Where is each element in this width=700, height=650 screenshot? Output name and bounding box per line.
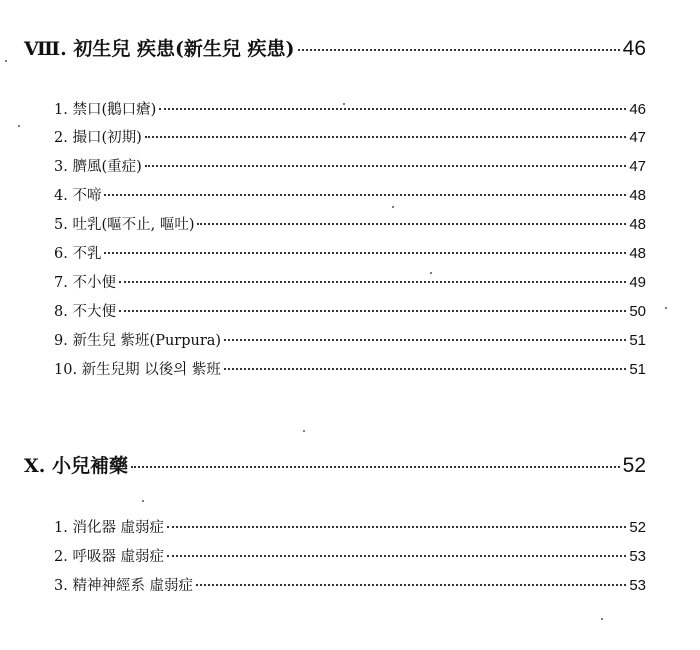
chapter-page-number: 52 [622,454,646,477]
entry-title: 3. 臍風(重症) [54,159,142,175]
dot-leader [224,368,626,370]
toc-entry [54,516,646,537]
entry-page-number: 47 [629,158,646,175]
entry-title: 5. 吐乳(嘔不止, 嘔吐) [54,217,195,233]
scan-speck [142,500,144,502]
toc-entry [54,300,646,321]
dot-leader [145,165,627,167]
toc-entry [54,358,646,379]
entry-title: 2. 撮口(初期) [54,130,142,146]
dot-leader [159,108,626,110]
entry-page-number: 47 [629,129,646,146]
entry-title: 1. 禁口(鵝口瘡) [54,102,157,118]
chapter-title: Ⅷ. 初生兒 疾患(新生兒 疾患) [24,38,295,60]
toc-entry [54,545,646,566]
scan-speck [5,60,7,62]
dot-leader [145,136,627,138]
toc-entry [54,155,646,176]
toc-entry [54,242,646,263]
scan-speck [303,430,305,432]
entry-page-number: 52 [629,519,646,536]
dot-leader [298,49,620,51]
scan-speck [665,307,667,309]
toc-entry [54,98,646,119]
entry-title: 10. 新生兒期 以後의 紫班 [54,362,221,378]
dot-leader [119,281,626,283]
entry-title: 2. 呼吸器 虛弱症 [54,549,165,565]
dot-leader [167,526,626,528]
chapter-page-number: 46 [622,37,646,60]
entry-page-number: 51 [629,361,646,378]
entry-page-number: 46 [629,101,646,118]
dot-leader [119,310,626,312]
toc-entry [54,329,646,350]
chapter-heading-8 [24,34,646,61]
entry-page-number: 48 [629,245,646,262]
toc-entry [54,271,646,292]
scan-speck [343,103,345,105]
entry-page-number: 48 [629,187,646,204]
dot-leader [224,339,626,341]
entry-title: 4. 不啼 [54,188,102,204]
entry-page-number: 53 [629,577,646,594]
entry-page-number: 50 [629,303,646,320]
entry-title: 1. 消化器 虛弱症 [54,520,165,536]
toc-entry [54,184,646,205]
entry-page-number: 53 [629,548,646,565]
dot-leader [167,555,626,557]
entry-page-number: 51 [629,332,646,349]
scan-speck [430,272,432,274]
scan-speck [392,206,394,208]
entry-title: 7. 不小便 [54,275,116,291]
entry-page-number: 49 [629,274,646,291]
dot-leader [197,223,626,225]
chapter-heading-10 [24,451,646,478]
chapter-title: X. 小兒補藥 [24,455,128,477]
toc-entry [54,213,646,234]
dot-leader [131,466,620,468]
toc-entry [54,574,646,595]
entry-title: 8. 不大便 [54,304,116,320]
dot-leader [104,194,626,196]
scan-speck [601,618,603,620]
toc-entry [54,126,646,147]
entry-page-number: 48 [629,216,646,233]
entry-title: 6. 不乳 [54,246,102,262]
entry-title: 9. 新生兒 紫班(Purpura) [54,333,222,349]
entry-title: 3. 精神神經系 虛弱症 [54,578,194,594]
dot-leader [104,252,626,254]
dot-leader [196,584,626,586]
scan-speck [18,125,20,127]
